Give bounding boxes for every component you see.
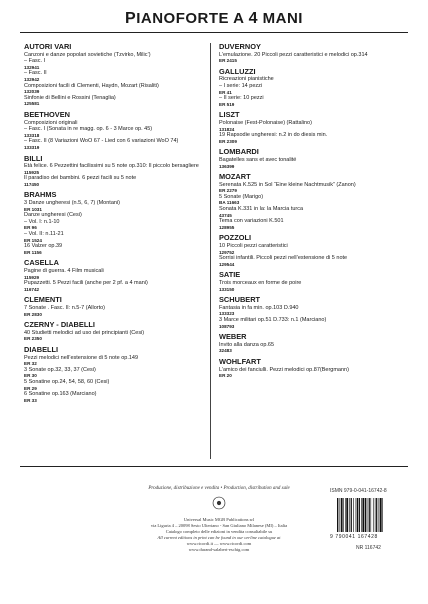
catalog-code: 132941	[24, 64, 40, 70]
work-title: 16 Valzer op.39	[24, 243, 63, 250]
work-title: – Vol. I: n.1-10	[24, 218, 60, 225]
catalog-code: 133318	[24, 132, 40, 138]
column-divider	[210, 43, 211, 459]
distribution-credit: Produzione, distribuzione e vendita • Production, distribution and sale	[148, 486, 290, 491]
composer-heading: WEBER	[219, 332, 247, 342]
work-title: Serenata K.525 in Sol “Eine kleine Nachtmusik” (Zanon)	[219, 181, 356, 188]
work-title: Polonaise (Fest-Polonaise) (Rattalino)	[219, 119, 312, 126]
composer-heading: MOZART	[219, 172, 251, 182]
publisher-address: via Liguria 4 – 20098 Sesto Ulteriano - San Giuliano Milanese (MI) – Italia	[150, 523, 288, 528]
catalog-code: ER 2309	[219, 138, 237, 144]
catalog-number: NR 116742	[356, 545, 381, 551]
ismn-number: ISMN 979-0-041-16742-8	[330, 488, 387, 494]
catalog-code: ER 29	[24, 385, 37, 391]
work-title: Età felice. 6 Pezzettini facilissimi su 5 note op.310: Il piccolo bersagliere	[24, 163, 199, 170]
catalog-code: 133319	[24, 144, 40, 150]
work-title: – II serie: 10 pezzi	[219, 95, 264, 102]
work-title: – Fasc. II (8 Variazioni WoO 67 - Lied con 6 variazioni WoO 74)	[24, 138, 179, 145]
url-ricordi-it[interactable]: www.ricordi.it	[186, 541, 213, 546]
url-ricordi-com[interactable]: www.ricordi.com	[219, 541, 252, 546]
catalog-urls: www.ricordi.it — www.ricordi.com	[186, 541, 252, 546]
catalog-code: 132942	[24, 76, 40, 82]
work-title: – Fasc. I	[24, 58, 46, 65]
work-title: Bagatelles sans et avec tonalité	[219, 156, 297, 163]
catalog-code: ER 1524	[24, 237, 42, 243]
work-title: Invito alla danza op.65	[219, 341, 275, 348]
catalog-note-it: Catalogo completo delle edizioni in vendita consultabile su	[165, 529, 273, 534]
composer-heading: LISZT	[219, 110, 240, 120]
catalog-column-right	[219, 43, 409, 379]
catalog-code: ER 2279	[219, 188, 237, 194]
work-title: 6 Sonatine op.163 (Marciano)	[24, 391, 97, 398]
composer-heading: BILLI	[24, 153, 43, 163]
work-title: 40 Studietti melodici ad uso dei principianti (Cesi)	[24, 329, 145, 336]
work-title: Sinfonie di Bellini e Rossini (Tenaglia)	[24, 94, 116, 101]
publisher-footer	[100, 486, 338, 553]
catalog-code: ER 33	[24, 397, 37, 403]
work-title: Danze ungheresi (Cesi)	[24, 212, 82, 219]
work-title: Composizioni originali	[24, 119, 78, 126]
composer-heading: CASELLA	[24, 258, 59, 268]
catalog-code: 136399	[219, 163, 235, 169]
catalog-code: 132039	[24, 89, 40, 95]
work-title: 19 Rapsodie ungheresi: n.2 in do diesis min.	[219, 132, 328, 139]
composer-heading: LOMBARDI	[219, 147, 259, 157]
catalog-code: ER 2415	[219, 58, 237, 64]
work-title: Pezzi melodici nell’estensione di 5 note op.149	[24, 354, 139, 361]
work-title: Trois morceaux en forme de poire	[219, 280, 302, 286]
work-title: – I serie: 14 pezzi	[219, 82, 263, 89]
catalog-code: 115929	[24, 274, 40, 280]
catalog-code: ER 20	[219, 373, 232, 379]
work-title: L’amico dei fanciulli. Pezzi melodici op.87(Bergmann)	[219, 366, 349, 373]
work-title: 3 Sonate op.32, 33, 37 (Cesi)	[24, 366, 96, 373]
catalog-code: 43745	[219, 212, 232, 218]
catalog-code: ER 2830	[24, 311, 42, 317]
catalog-code: ER 96	[24, 225, 37, 231]
catalog-code: ER 32	[24, 361, 37, 367]
composer-heading: AUTORI VARI	[24, 42, 72, 51]
catalog-code: 129752	[219, 249, 235, 255]
composer-heading: SCHUBERT	[219, 295, 261, 305]
work-title: Pagine di guerra. 4 Film musicali	[24, 268, 104, 274]
catalog-code: ER 30	[24, 373, 37, 379]
work-title: L’emulazione. 20 Piccoli pezzi caratteristici e melodici op.314	[219, 51, 368, 58]
catalog-code: 128955	[219, 224, 235, 230]
work-title: Sorrisi infantili. Piccoli pezzi nell’estensione di 5 note	[219, 255, 348, 262]
catalog-code: 32483	[219, 348, 232, 354]
barcode-digits: 9 790041 167428	[330, 534, 378, 540]
page-title: PIANOFORTE A 4 MANI	[125, 10, 303, 27]
catalog-code: 115925	[24, 169, 40, 175]
work-title: 3 Danze ungheresi (n.5, 6, 7) (Montani)	[24, 200, 120, 207]
catalog-note-en: All current editions in print can be found in our on-line catalogue at	[157, 535, 281, 540]
work-title: Ricreazioni pianistiche	[219, 76, 274, 83]
work-title: Sonata K.331 in la: la Marcia turca	[219, 206, 304, 213]
composer-heading: BRAHMS	[24, 190, 57, 200]
composer-heading: SATIE	[219, 270, 241, 280]
work-title: – Fasc. II	[24, 70, 47, 77]
composer-heading: POZZOLI	[219, 233, 252, 243]
catalog-code: ER 1156	[24, 249, 42, 255]
work-title: Tema con variazioni K.501	[219, 218, 284, 225]
work-title: – Vol. II: n.11-21	[24, 231, 64, 238]
url-durand[interactable]: www.durand-salabert-eschig.com	[188, 547, 250, 552]
work-title: 5 Sonate (Marigo)	[219, 193, 264, 200]
work-title: 10 Piccoli pezzi caratteristici	[219, 243, 288, 250]
catalog-code: ER 41	[219, 89, 232, 95]
work-title: Il paradiso dei bambini. 6 pezzi facili su 5 note	[24, 175, 137, 182]
publisher-name: Universal Music MGB Publications srl	[183, 517, 255, 522]
catalog-code: 125581	[24, 101, 40, 107]
composer-heading: DUVERNOY	[219, 42, 261, 51]
work-title: Fantasia in fa min. op.103 D.940	[219, 304, 299, 311]
bottom-divider	[20, 466, 408, 467]
composer-heading: BEETHOVEN	[24, 109, 70, 119]
work-title: 5 Sonatine op.24, 54, 58, 60 (Cesi)	[24, 378, 110, 385]
composer-heading: CZERNY - DIABELLI	[24, 320, 95, 330]
catalog-code: ER 1031	[24, 206, 42, 212]
catalog-code: BA 11663	[219, 200, 240, 206]
catalog-code: 129544	[219, 261, 235, 267]
composer-heading: GALLUZZI	[219, 66, 256, 76]
catalog-code: 133150	[219, 286, 235, 292]
work-title: Pupazzetti. 5 Pezzi facili (anche per 2 pf. a 4 mani)	[24, 280, 148, 287]
catalog-code: 133323	[219, 311, 235, 317]
work-title: 7 Sonate . Fasc. II: n.5-7 (Allorto)	[24, 304, 106, 311]
catalog-column-left	[24, 43, 204, 403]
work-title: – Fasc. I (Sonata in re magg. op. 6 - 3 Marce op. 45)	[24, 126, 153, 133]
catalog-code: 117450	[24, 181, 40, 187]
catalog-code: ER 519	[219, 101, 235, 107]
catalog-code: 116742	[24, 286, 40, 292]
work-title: 3 Marce militari op.51 D.733: n.1 (Marciano)	[219, 316, 327, 323]
work-title: Composizioni facili di Clementi, Haydn, Mozart (Risaliti)	[24, 82, 159, 89]
barcode-icon	[336, 498, 402, 532]
composer-heading: CLEMENTI	[24, 295, 62, 305]
catalog-code: ER 2350	[24, 336, 42, 342]
work-title: Canzoni e danze popolari sovietiche (Tzvirko, Milic’)	[24, 51, 151, 58]
composer-heading: WOHLFART	[219, 356, 261, 366]
catalog-code: 108793	[219, 323, 235, 329]
catalog-code: 131824	[219, 126, 235, 132]
top-divider	[20, 32, 408, 33]
publisher-logo-icon	[212, 496, 226, 510]
composer-heading: DIABELLI	[24, 344, 59, 354]
